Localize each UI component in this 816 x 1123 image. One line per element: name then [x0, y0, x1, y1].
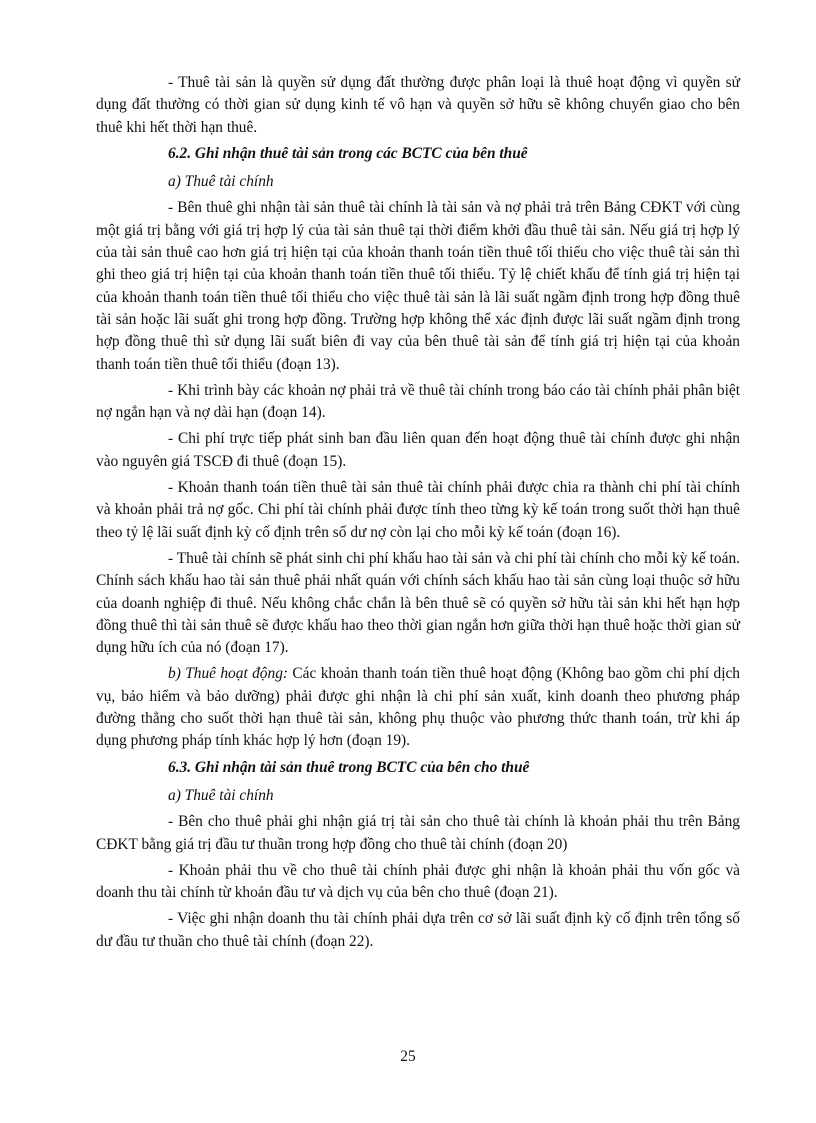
paragraph-debt-presentation: - Khi trình bày các khoản nợ phải trả về thuê tài chính trong báo cáo tài chính phải phân biệt nợ ngắn hạn và nợ dài hạn (đoạn 14). — [96, 381, 740, 422]
subheading-finance-lease-lessor: a) Thuê tài chính — [168, 786, 274, 804]
section-heading-6-3: 6.3. Ghi nhận tài sản thuê trong BCTC của bên cho thuê — [168, 758, 530, 776]
operating-lease-lead: b) Thuê hoạt động: — [168, 665, 289, 683]
paragraph-direct-costs: - Chi phí trực tiếp phát sinh ban đầu liên quan đến hoạt động thuê tài chính được ghi nhận vào nguyên giá TSCĐ đi thuê (đoạn 15). — [96, 430, 740, 470]
document-body — [96, 72, 740, 957]
subheading-finance-lease-lessee: a) Thuê tài chính — [168, 173, 274, 191]
operating-lease-body: Các khoản thanh toán tiền thuê hoạt động (Không bao gồm chi phí dịch vụ, bảo hiểm và bảo dưỡng) phải được ghi nhận là chi phí sản xuất, kinh doanh theo phương pháp đường thẳng cho suốt thời hạn thuê tài sản, không phụ thuộc vào phương thức thanh toán, trừ khi áp dụng phương pháp tính khác hợp lý hơn (đoạn 19). — [96, 665, 740, 750]
page-number: 25 — [400, 1048, 416, 1065]
paragraph-operating-lease — [96, 663, 740, 752]
paragraph-lessee-recognition: - Bên thuê ghi nhận tài sản thuê tài chính là tài sản và nợ phải trả trên Bảng CĐKT với cùng một giá trị bằng với giá trị hợp lý của tài sản thuê tại thời điểm khởi đầu thuê tài sản. Nếu giá trị hợp lý của tài sản thuê cao hơn giá trị hiện tại của khoản thanh toán tiền thuê tối thiểu cho việc thuê tài sản thì ghi theo giá trị hiện tại của khoản thanh toán tiền thuê tối thiểu. Tỷ lệ chiết khấu để tính giá trị hiện tại của khoản thanh toán tiền thuê tối thiểu cho việc thuê tài sản là lãi suất ngầm định trong hợp đồng thuê tài sản hoặc lãi suất ghi trong hợp đồng. Trường hợp không thể xác định được lãi suất ngầm định trong hợp đồng thuê thì sử dụng lãi suất biên đi vay của bên thuê tài sản để tính giá trị hiện tại của khoản thanh toán tiền thuê tối thiểu (đoạn 13). — [96, 199, 740, 373]
paragraph-finance-income: - Việc ghi nhận doanh thu tài chính phải dựa trên cơ sở lãi suất định kỳ cố định trên tổng số dư đầu tư thuần cho thuê tài chính (đoạn 22). — [96, 910, 740, 950]
paragraph-receivable-principal: - Khoản phải thu về cho thuê tài chính phải được ghi nhận là khoản phải thu vốn gốc và doanh thu tài chính từ khoản đầu tư và dịch vụ của bên cho thuê (đoạn 21). — [96, 861, 740, 902]
paragraph-lessor-receivable: - Bên cho thuê phải ghi nhận giá trị tài sản cho thuê tài chính là khoản phải thu trên Bảng CĐKT bằng giá trị đầu tư thuần trong hợp đồng cho thuê tài chính (đoạn 20) — [96, 813, 740, 853]
paragraph-depreciation: - Thuê tài chính sẽ phát sinh chi phí khấu hao tài sản và chi phí tài chính cho mỗi kỳ kế toán. Chính sách khấu hao tài sản thuê phải nhất quán với chính sách khấu hao tài sản cùng loại thuộc sở hữu của doanh nghiệp đi thuê. Nếu không chắc chắn là bên thuê sẽ có quyền sở hữu tài sản khi hết hạn hợp đồng thuê thì tài sản thuê sẽ được khấu hao theo thời gian ngắn hơn giữa thời hạn thuê hoặc thời gian sử dụng hữu ích của nó (đoạn 17). — [96, 549, 740, 657]
paragraph-land-use-rights: - Thuê tài sản là quyền sử dụng đất thường được phân loại là thuê hoạt động vì quyền sử dụng đất thường có thời gian sử dụng kinh tế vô hạn và quyền sở hữu sẽ không chuyển giao cho bên thuê khi hết thời hạn thuê. — [96, 74, 740, 136]
section-heading-6-2: 6.2. Ghi nhận thuê tài sản trong các BCTC của bên thuê — [168, 144, 528, 162]
paragraph-lease-payments: - Khoản thanh toán tiền thuê tài sản thuê tài chính phải được chia ra thành chi phí tài chính và khoản phải trả nợ gốc. Chi phí tài chính phải được tính theo từng kỳ kế toán trong suốt thời hạn thuê theo tỷ lệ lãi suất định kỳ cố định trên số dư nợ còn lại cho mỗi kỳ kế toán (đoạn 16). — [96, 479, 740, 541]
